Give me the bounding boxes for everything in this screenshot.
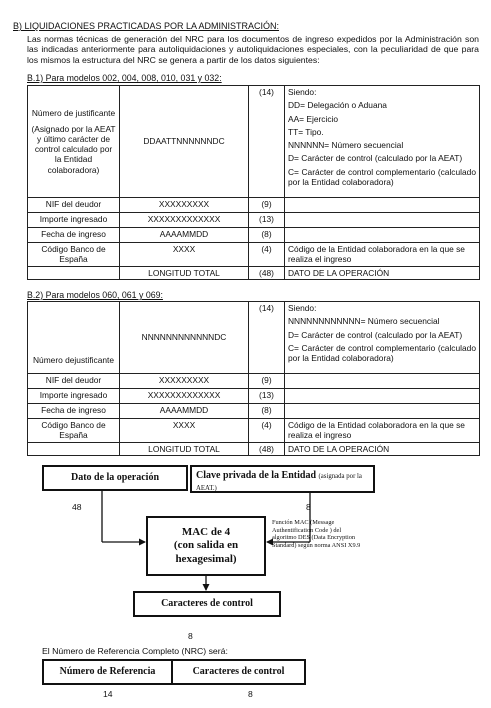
mac-note: Función MAC (Message Authentification Code ) del algoritmo DES (Data Encryption Standard) según norma ANSI X9.9 xyxy=(272,519,361,549)
b2-desc-line: NNNNNNNNNNNN= Número secuencial xyxy=(288,316,440,327)
mac-box xyxy=(146,516,266,576)
b2-justificante-format: NNNNNNNNNNNNDC xyxy=(120,302,249,374)
b2-justificante-label: Número dejustificante xyxy=(28,302,120,374)
mac-label-line: (con salida en xyxy=(173,539,239,552)
b1-justificante-label: Número de justificante xyxy=(31,108,116,119)
caracteres-control-label: Caracteres de control xyxy=(161,598,253,610)
clave-length: 8 xyxy=(306,502,311,512)
row-length: (8) xyxy=(249,228,285,243)
row-label: Importe ingresado xyxy=(28,213,120,228)
row-length: (4) xyxy=(249,243,285,267)
row-format: XXXXXXXXXXXXX xyxy=(120,389,249,404)
b2-justificante-len: (14) xyxy=(249,302,285,374)
b1-heading: B.1) Para modelos 002, 004, 008, 010, 031 y 032: xyxy=(27,73,222,83)
control-length: 8 xyxy=(188,631,193,641)
row-note: Código de la Entidad colaboradora en la que se realiza el ingreso xyxy=(285,243,480,267)
row-label: NIF del deudor xyxy=(28,374,120,389)
row-format: AAAAMMDD xyxy=(120,228,249,243)
nrc-caracteres-control xyxy=(171,659,306,685)
clave-privada-note: (asignada por la AEAT.) xyxy=(196,473,362,492)
intro-paragraph: Las normas técnicas de generación del NRC para los documentos de ingreso expedidos por la Administración son las indicadas anteriormente para autoliquidaciones y autoliquidaciones especiales, con la peculiaridad de que para los mismos la estructura del NRC se genera a partir de los datos siguientes: xyxy=(27,34,479,65)
b1-justificante-sub: (Asignado por la AEAT y último carácter de control calculado por la Entidad colaboradora) xyxy=(31,123,116,175)
b2-desc-line: C= Carácter de control complementario (calculado por la Entidad colaboradora) xyxy=(288,342,476,363)
row-format: XXXXXXXXX xyxy=(120,374,249,389)
total-length: (48) xyxy=(249,267,285,280)
total-length: (48) xyxy=(249,443,285,456)
row-length: (13) xyxy=(249,213,285,228)
clave-privada-box xyxy=(190,465,375,493)
b1-desc-line: TT= Tipo. xyxy=(288,126,324,137)
b1-desc-line: AA= Ejercicio xyxy=(288,113,339,124)
b1-desc-line: C= Carácter de control complementario (calculado por la Entidad colaboradora) xyxy=(288,166,476,187)
row-format: XXXXXXXXXXXXX xyxy=(120,213,249,228)
total-label: LONGITUD TOTAL xyxy=(120,443,249,456)
mac-label-line: MAC de 4 xyxy=(181,526,231,539)
dato-operacion-label: Dato de la operación xyxy=(70,472,160,484)
b2-desc-line: Siendo: xyxy=(288,303,317,313)
row-note: Código de la Entidad colaboradora en la que se realiza el ingreso xyxy=(285,419,480,443)
row-label: Fecha de ingreso xyxy=(28,404,120,419)
nrc-len2: 8 xyxy=(248,689,253,699)
b1-desc-line: Siendo: xyxy=(288,87,317,97)
b1-desc-line: D= Carácter de control (calculado por la AEAT) xyxy=(288,153,463,164)
arrow-head xyxy=(203,584,210,591)
row-length: (9) xyxy=(249,374,285,389)
total-note: DATO DE LA OPERACIÓN xyxy=(285,267,480,280)
b1-justificante-format: DDAATTNNNNNNDC xyxy=(120,86,249,198)
row-label: Código Banco de España xyxy=(28,419,120,443)
row-format: AAAAMMDD xyxy=(120,404,249,419)
caracteres-control-box xyxy=(133,591,281,617)
row-label: Fecha de ingreso xyxy=(28,228,120,243)
row-length: (4) xyxy=(249,419,285,443)
total-label: LONGITUD TOTAL xyxy=(120,267,249,280)
mac-label-line: hexagesimal) xyxy=(175,552,237,565)
clave-privada-label: Clave privada de la Entidad xyxy=(196,470,317,481)
nrc-intro: El Número de Referencia Completo (NRC) será: xyxy=(42,646,228,656)
row-length: (13) xyxy=(249,389,285,404)
arrow-head xyxy=(139,539,146,546)
b2-heading: B.2) Para modelos 060, 061 y 069: xyxy=(27,290,163,300)
nrc-col2-label: Caracteres de control xyxy=(192,666,285,678)
row-format: XXXX xyxy=(120,419,249,443)
nrc-numero-referencia xyxy=(42,659,173,685)
b2-desc-line: D= Carácter de control (calculado por la AEAT) xyxy=(288,329,463,340)
b1-justificante-len: (14) xyxy=(249,86,285,198)
row-label: NIF del deudor xyxy=(28,198,120,213)
row-label: Código Banco de España xyxy=(28,243,120,267)
row-label: Importe ingresado xyxy=(28,389,120,404)
row-format: XXXXXXXXX xyxy=(120,198,249,213)
b1-desc-line: DD= Delegación o Aduana xyxy=(288,100,387,111)
b1-desc-line: NNNNNN= Número secuencial xyxy=(288,140,404,150)
nrc-col1-label: Número de Referencia xyxy=(59,666,156,678)
nrc-len1: 14 xyxy=(103,689,113,699)
row-format: XXXX xyxy=(120,243,249,267)
dato-operacion-box xyxy=(42,465,188,491)
dato-length: 48 xyxy=(72,502,82,512)
section-title: B) LIQUIDACIONES PRACTICADAS POR LA ADMINISTRACIÓN: xyxy=(13,21,280,31)
row-length: (9) xyxy=(249,198,285,213)
total-note: DATO DE LA OPERACIÓN xyxy=(285,443,480,456)
row-length: (8) xyxy=(249,404,285,419)
